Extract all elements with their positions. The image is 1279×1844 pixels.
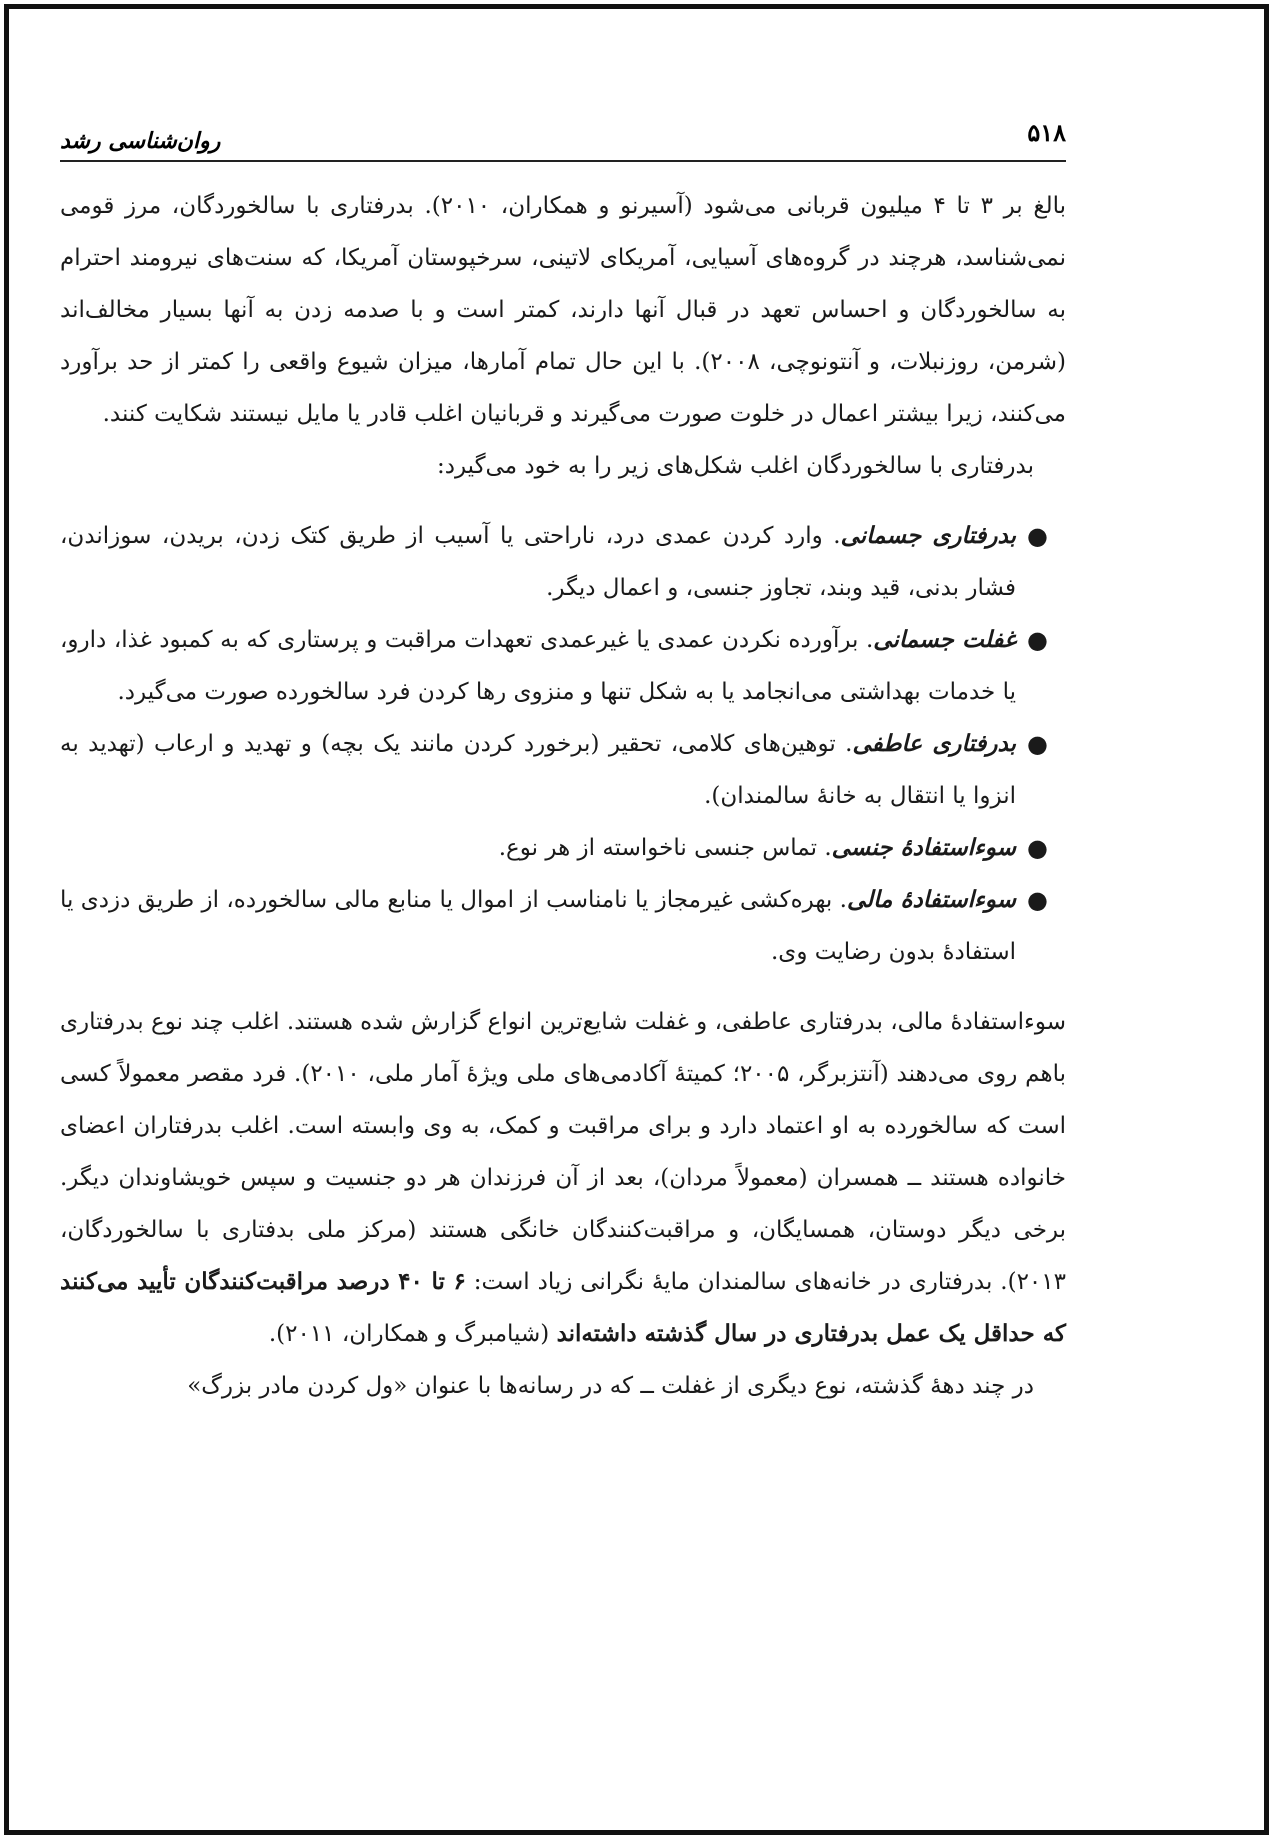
list-item (60, 510, 1048, 614)
paragraph-4: در چند دههٔ گذشته، نوع دیگری از غفلت ــ که در رسانه‌ها با عنوان «ول کردن مادر بزرگ» (187, 1373, 1034, 1399)
list-item-term: سوءاستفادهٔ جنسی (831, 834, 1016, 861)
paragraph-3-citation: (شیامبرگ و همکاران، ۲۰۱۱). (268, 1321, 557, 1347)
page-number: ۵۱۸ (1027, 118, 1066, 147)
paragraph-2: بدرفتاری با سالخوردگان اغلب شکل‌های زیر را به خود می‌گیرد: (436, 453, 1034, 479)
running-title: روان‌شناسی رشد (60, 128, 221, 154)
paragraph-1: بالغ بر ۳ تا ۴ میلیون قربانی می‌شود (آسیرنو و همکاران، ۲۰۱۰). بدرفتاری با سالخوردگان، مرز قومی نمی‌شناسد، هرچند در گروه‌های آسیایی، آمریکای لاتینی، سرخپوستان آمریکا، که سنت‌های نیرومند احترام به سالخوردگان و احساس تعهد در قبال آنها دارند، کمتر است و با صدمه زدن به آنها بسیار مخالف‌اند (شرمن، روزنبلات، و آنتونوچی، ۲۰۰۸). با این حال تمام آمارها، میزان شیوع واقعی را کمتر از حد برآورد می‌کنند، زیرا بیشتر اعمال در خلوت صورت می‌گیرند و قربانیان اغلب قادر یا مایل نیستند شکایت کنند. (60, 193, 1067, 427)
paragraph-3-bold-text: ۶ تا ۴۰ درصد مراقبت‌کنندگان تأیید می‌کنند که حداقل یک عمل بدرفتاری در سال گذشته داشته‌اند (60, 1268, 1066, 1347)
list-item-term: غفلت جسمانی (873, 626, 1016, 653)
list-item-term: بدرفتاری عاطفی (852, 730, 1017, 757)
bullet-icon: ● (1027, 886, 1048, 914)
abuse-types-list (60, 510, 1066, 978)
list-item-text: . برآورده نکردن عمدی یا غیرعمدی تعهدات مراقبت و پرستاری که به کمبود غذا، دارو، یا خدمات بهداشتی می‌انجامد یا به شکل تنها و منزوی رها کردن فرد سالخورده صورت می‌گیرد. (60, 627, 1016, 705)
list-item (60, 614, 1048, 718)
list-item-term: سوءاستفادهٔ مالی (846, 886, 1016, 913)
paragraph-3 (60, 996, 1066, 1360)
list-item (60, 874, 1048, 978)
list-item-text: . بهره‌کشی غیرمجاز یا نامناسب از اموال یا منابع مالی سالخورده، از طریق دزدی یا استفادهٔ بدون رضایت وی. (60, 887, 1016, 965)
list-item-text: . تماس جنسی ناخواسته از هر نوع. (498, 835, 832, 861)
list-item (60, 822, 1048, 874)
bullet-icon: ● (1027, 730, 1048, 758)
list-item-text: . وارد کردن عمدی درد، ناراحتی یا آسیب از طریق کتک زدن، بریدن، سوزاندن، فشار بدنی، قید وبند، تجاوز جنسی، و اعمال دیگر. (60, 523, 1016, 601)
page-body (60, 180, 1066, 1412)
header-rule (60, 160, 1066, 162)
bullet-icon: ● (1027, 522, 1048, 550)
paragraph-3-text: سوءاستفادهٔ مالی، بدرفتاری عاطفی، و غفلت شایع‌ترین انواع گزارش شده هستند. اغلب چند نوع بدرفتاری باهم روی می‌دهند (آنتزبرگر، ۲۰۰۵؛ کمیتهٔ آکادمی‌های ملی ویژهٔ آمار ملی، ۲۰۱۰). فرد مقصر معمولاً کسی است که سالخورده به او اعتماد دارد و برای مراقبت و کمک، به وی وابسته است. اغلب بدرفتاران اعضای خانواده هستند ــ همسران (معمولاً مردان)، بعد از آن فرزندان هر دو جنسیت و سپس خویشاوندان دیگر. برخی دیگر دوستان، همسایگان، و مراقبت‌کنندگان خانگی هستند (مرکز ملی بدفتاری با سالخوردگان، ۲۰۱۳). بدرفتاری در خانه‌های سالمندان مایهٔ نگرانی زیاد است: (60, 1009, 1067, 1295)
page-header (60, 118, 1066, 168)
list-item (60, 718, 1048, 822)
bullet-icon: ● (1027, 834, 1048, 862)
bullet-icon: ● (1027, 626, 1048, 654)
list-item-term: بدرفتاری جسمانی (840, 522, 1016, 549)
list-item-text: . توهین‌های کلامی، تحقیر (برخورد کردن مانند یک بچه) و تهدید و ارعاب (تهدید به انزوا یا انتقال به خانهٔ سالمندان). (60, 731, 1016, 809)
